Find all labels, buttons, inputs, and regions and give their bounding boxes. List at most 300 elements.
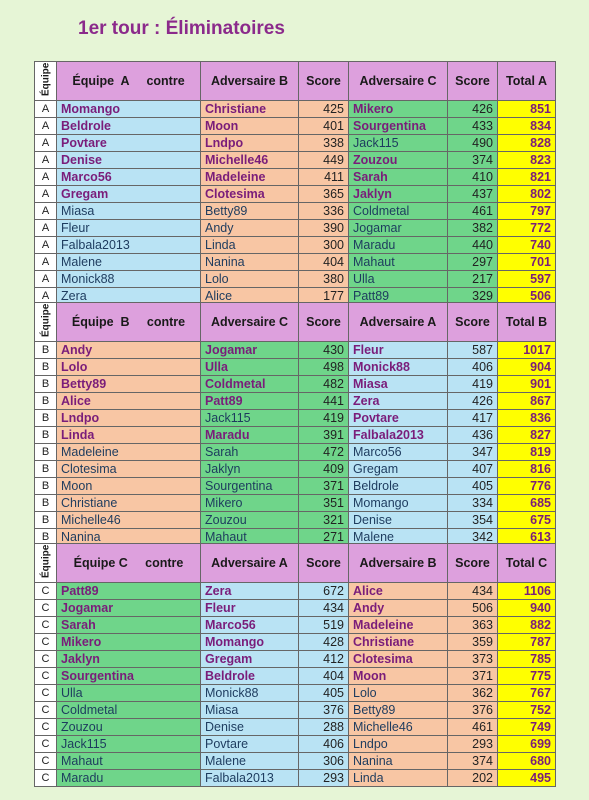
table-row: [35, 342, 556, 359]
opponent-1-cell: Zouzou: [201, 512, 299, 529]
player-cell: Sarah: [57, 617, 201, 634]
team-cell: C: [35, 753, 57, 770]
total-cell: 506: [498, 288, 556, 305]
opponent-2-cell: Zouzou: [349, 152, 448, 169]
score-2-cell: 406: [448, 359, 498, 376]
table-row: [35, 118, 556, 135]
total-cell: 904: [498, 359, 556, 376]
player-cell: Momango: [57, 101, 201, 118]
player-cell: Nanina: [57, 529, 201, 546]
total-cell: 821: [498, 169, 556, 186]
player-cell: Ulla: [57, 685, 201, 702]
score-2-cell: 461: [448, 719, 498, 736]
opponent-1-cell: Christiane: [201, 101, 299, 118]
team-cell: B: [35, 529, 57, 546]
player-cell: Jack115: [57, 736, 201, 753]
team-cell: A: [35, 135, 57, 152]
total-cell: 775: [498, 668, 556, 685]
team-cell: B: [35, 393, 57, 410]
header-team: Équipe B contre: [57, 303, 201, 342]
player-cell: Marco56: [57, 169, 201, 186]
opponent-1-cell: Maradu: [201, 427, 299, 444]
player-cell: Maradu: [57, 770, 201, 787]
opponent-1-cell: Sarah: [201, 444, 299, 461]
table-row: [35, 376, 556, 393]
team-cell: B: [35, 478, 57, 495]
player-cell: Zouzou: [57, 719, 201, 736]
opponent-2-cell: Povtare: [349, 410, 448, 427]
score-2-cell: 407: [448, 461, 498, 478]
total-cell: 1017: [498, 342, 556, 359]
header-team: Équipe A contre: [57, 62, 201, 101]
score-1-cell: 338: [299, 135, 349, 152]
opponent-2-cell: Clotesima: [349, 651, 448, 668]
header-total: Total B: [498, 303, 556, 342]
table-header-row: [35, 303, 556, 342]
total-cell: 772: [498, 220, 556, 237]
score-1-cell: 441: [299, 393, 349, 410]
opponent-2-cell: Andy: [349, 600, 448, 617]
score-1-cell: 430: [299, 342, 349, 359]
opponent-1-cell: Denise: [201, 719, 299, 736]
opponent-1-cell: Marco56: [201, 617, 299, 634]
player-cell: Linda: [57, 427, 201, 444]
score-1-cell: 321: [299, 512, 349, 529]
opponent-1-cell: Alice: [201, 288, 299, 305]
opponent-1-cell: Ulla: [201, 359, 299, 376]
table-row: [35, 685, 556, 702]
opponent-1-cell: Miasa: [201, 702, 299, 719]
opponent-2-cell: Nanina: [349, 753, 448, 770]
opponent-2-cell: Linda: [349, 770, 448, 787]
team-cell: A: [35, 169, 57, 186]
player-cell: Sourgentina: [57, 668, 201, 685]
team-cell: B: [35, 376, 57, 393]
table-row: [35, 135, 556, 152]
table-row: [35, 427, 556, 444]
header-score-1: Score: [299, 303, 349, 342]
total-cell: 834: [498, 118, 556, 135]
opponent-2-cell: Jaklyn: [349, 186, 448, 203]
total-cell: 819: [498, 444, 556, 461]
player-cell: Patt89: [57, 583, 201, 600]
player-cell: Moon: [57, 478, 201, 495]
table-team-c: [34, 543, 556, 787]
opponent-2-cell: Mikero: [349, 101, 448, 118]
team-cell: A: [35, 186, 57, 203]
opponent-1-cell: Nanina: [201, 254, 299, 271]
opponent-1-cell: Malene: [201, 753, 299, 770]
opponent-1-cell: Beldrole: [201, 668, 299, 685]
table-header-row: [35, 62, 556, 101]
score-2-cell: 347: [448, 444, 498, 461]
total-cell: 828: [498, 135, 556, 152]
player-cell: Malene: [57, 254, 201, 271]
opponent-2-cell: Malene: [349, 529, 448, 546]
score-1-cell: 672: [299, 583, 349, 600]
header-team: Équipe C contre: [57, 544, 201, 583]
total-cell: 699: [498, 736, 556, 753]
header-score-2: Score: [448, 303, 498, 342]
opponent-2-cell: Beldrole: [349, 478, 448, 495]
player-cell: Fleur: [57, 220, 201, 237]
score-1-cell: 306: [299, 753, 349, 770]
opponent-1-cell: Sourgentina: [201, 478, 299, 495]
table-row: [35, 702, 556, 719]
table-row: [35, 393, 556, 410]
table-row: [35, 600, 556, 617]
total-cell: 597: [498, 271, 556, 288]
table-row: [35, 271, 556, 288]
opponent-2-cell: Alice: [349, 583, 448, 600]
score-2-cell: 461: [448, 203, 498, 220]
header-opponent-1: Adversaire B: [201, 62, 299, 101]
player-cell: Miasa: [57, 203, 201, 220]
score-2-cell: 506: [448, 600, 498, 617]
score-2-cell: 434: [448, 583, 498, 600]
team-cell: B: [35, 410, 57, 427]
total-cell: 701: [498, 254, 556, 271]
opponent-1-cell: Coldmetal: [201, 376, 299, 393]
total-cell: 787: [498, 634, 556, 651]
player-cell: Gregam: [57, 186, 201, 203]
table-row: [35, 237, 556, 254]
total-cell: 767: [498, 685, 556, 702]
table-row: [35, 220, 556, 237]
table-row: [35, 736, 556, 753]
table-row: [35, 203, 556, 220]
score-2-cell: 433: [448, 118, 498, 135]
total-cell: 613: [498, 529, 556, 546]
opponent-2-cell: Coldmetal: [349, 203, 448, 220]
header-opponent-1: Adversaire C: [201, 303, 299, 342]
opponent-2-cell: Ulla: [349, 271, 448, 288]
table-row: [35, 583, 556, 600]
opponent-1-cell: Momango: [201, 634, 299, 651]
score-2-cell: 363: [448, 617, 498, 634]
table-row: [35, 254, 556, 271]
opponent-1-cell: Zera: [201, 583, 299, 600]
score-1-cell: 425: [299, 101, 349, 118]
header-equipe: Équipe: [35, 303, 57, 342]
player-cell: Michelle46: [57, 512, 201, 529]
total-cell: 749: [498, 719, 556, 736]
team-cell: C: [35, 719, 57, 736]
team-cell: A: [35, 288, 57, 305]
opponent-2-cell: Marco56: [349, 444, 448, 461]
opponent-2-cell: Momango: [349, 495, 448, 512]
table-row: [35, 617, 556, 634]
opponent-2-cell: Madeleine: [349, 617, 448, 634]
header-opponent-1: Adversaire A: [201, 544, 299, 583]
header-score-2: Score: [448, 62, 498, 101]
player-cell: Clotesima: [57, 461, 201, 478]
score-2-cell: 405: [448, 478, 498, 495]
score-2-cell: 329: [448, 288, 498, 305]
score-1-cell: 351: [299, 495, 349, 512]
opponent-1-cell: Fleur: [201, 600, 299, 617]
table-row: [35, 359, 556, 376]
score-2-cell: 342: [448, 529, 498, 546]
score-1-cell: 405: [299, 685, 349, 702]
opponent-1-cell: Andy: [201, 220, 299, 237]
team-cell: A: [35, 203, 57, 220]
opponent-1-cell: Jack115: [201, 410, 299, 427]
score-2-cell: 426: [448, 393, 498, 410]
opponent-2-cell: Denise: [349, 512, 448, 529]
player-cell: Jogamar: [57, 600, 201, 617]
opponent-1-cell: Lndpo: [201, 135, 299, 152]
player-cell: Madeleine: [57, 444, 201, 461]
table-row: [35, 461, 556, 478]
team-cell: C: [35, 702, 57, 719]
team-cell: C: [35, 668, 57, 685]
opponent-2-cell: Christiane: [349, 634, 448, 651]
score-1-cell: 412: [299, 651, 349, 668]
team-cell: A: [35, 118, 57, 135]
score-1-cell: 409: [299, 461, 349, 478]
table-team-b: [34, 302, 556, 546]
header-total: Total A: [498, 62, 556, 101]
player-cell: Mikero: [57, 634, 201, 651]
header-equipe: Équipe: [35, 544, 57, 583]
opponent-1-cell: Monick88: [201, 685, 299, 702]
opponent-1-cell: Madeleine: [201, 169, 299, 186]
total-cell: 776: [498, 478, 556, 495]
table-row: [35, 186, 556, 203]
score-2-cell: 374: [448, 152, 498, 169]
score-1-cell: 271: [299, 529, 349, 546]
table-team-a: [34, 61, 556, 305]
table-row: [35, 478, 556, 495]
player-cell: Betty89: [57, 376, 201, 393]
score-2-cell: 419: [448, 376, 498, 393]
total-cell: 740: [498, 237, 556, 254]
header-opponent-2: Adversaire A: [349, 303, 448, 342]
table-row: [35, 719, 556, 736]
team-cell: C: [35, 736, 57, 753]
player-cell: Falbala2013: [57, 237, 201, 254]
table-row: [35, 512, 556, 529]
opponent-1-cell: Moon: [201, 118, 299, 135]
score-1-cell: 411: [299, 169, 349, 186]
score-1-cell: 498: [299, 359, 349, 376]
team-cell: A: [35, 271, 57, 288]
score-2-cell: 382: [448, 220, 498, 237]
total-cell: 836: [498, 410, 556, 427]
header-opponent-2: Adversaire C: [349, 62, 448, 101]
table-row: [35, 101, 556, 118]
opponent-1-cell: Betty89: [201, 203, 299, 220]
total-cell: 867: [498, 393, 556, 410]
score-1-cell: 401: [299, 118, 349, 135]
opponent-2-cell: Miasa: [349, 376, 448, 393]
table-row: [35, 169, 556, 186]
score-1-cell: 293: [299, 770, 349, 787]
score-1-cell: 336: [299, 203, 349, 220]
score-1-cell: 419: [299, 410, 349, 427]
score-1-cell: 449: [299, 152, 349, 169]
opponent-1-cell: Michelle46: [201, 152, 299, 169]
player-cell: Povtare: [57, 135, 201, 152]
opponent-2-cell: Moon: [349, 668, 448, 685]
player-cell: Monick88: [57, 271, 201, 288]
team-cell: C: [35, 770, 57, 787]
opponent-1-cell: Falbala2013: [201, 770, 299, 787]
score-2-cell: 202: [448, 770, 498, 787]
total-cell: 680: [498, 753, 556, 770]
score-1-cell: 376: [299, 702, 349, 719]
score-2-cell: 362: [448, 685, 498, 702]
score-2-cell: 490: [448, 135, 498, 152]
score-2-cell: 334: [448, 495, 498, 512]
opponent-2-cell: Gregam: [349, 461, 448, 478]
player-cell: Christiane: [57, 495, 201, 512]
opponent-1-cell: Gregam: [201, 651, 299, 668]
opponent-1-cell: Povtare: [201, 736, 299, 753]
total-cell: 851: [498, 101, 556, 118]
opponent-2-cell: Jogamar: [349, 220, 448, 237]
table-row: [35, 651, 556, 668]
table-row: [35, 634, 556, 651]
page-title: 1er tour : Éliminatoires: [78, 18, 285, 39]
table-row: [35, 668, 556, 685]
player-cell: Beldrole: [57, 118, 201, 135]
score-1-cell: 300: [299, 237, 349, 254]
total-cell: 823: [498, 152, 556, 169]
header-score-2: Score: [448, 544, 498, 583]
total-cell: 797: [498, 203, 556, 220]
score-1-cell: 404: [299, 668, 349, 685]
team-cell: C: [35, 617, 57, 634]
score-1-cell: 380: [299, 271, 349, 288]
opponent-2-cell: Patt89: [349, 288, 448, 305]
opponent-2-cell: Maradu: [349, 237, 448, 254]
score-1-cell: 390: [299, 220, 349, 237]
score-1-cell: 288: [299, 719, 349, 736]
team-cell: A: [35, 220, 57, 237]
team-cell: B: [35, 495, 57, 512]
total-cell: 685: [498, 495, 556, 512]
score-1-cell: 428: [299, 634, 349, 651]
score-2-cell: 417: [448, 410, 498, 427]
header-total: Total C: [498, 544, 556, 583]
team-cell: C: [35, 583, 57, 600]
score-2-cell: 440: [448, 237, 498, 254]
team-cell: C: [35, 600, 57, 617]
team-cell: B: [35, 342, 57, 359]
opponent-2-cell: Falbala2013: [349, 427, 448, 444]
total-cell: 816: [498, 461, 556, 478]
opponent-1-cell: Mahaut: [201, 529, 299, 546]
table-row: [35, 444, 556, 461]
score-2-cell: 293: [448, 736, 498, 753]
player-cell: Coldmetal: [57, 702, 201, 719]
table-row: [35, 152, 556, 169]
player-cell: Lndpo: [57, 410, 201, 427]
opponent-2-cell: Michelle46: [349, 719, 448, 736]
total-cell: 1106: [498, 583, 556, 600]
score-1-cell: 472: [299, 444, 349, 461]
player-cell: Lolo: [57, 359, 201, 376]
score-1-cell: 406: [299, 736, 349, 753]
score-1-cell: 371: [299, 478, 349, 495]
score-2-cell: 373: [448, 651, 498, 668]
total-cell: 785: [498, 651, 556, 668]
opponent-1-cell: Jaklyn: [201, 461, 299, 478]
opponent-2-cell: Monick88: [349, 359, 448, 376]
table-row: [35, 770, 556, 787]
team-cell: A: [35, 237, 57, 254]
team-cell: B: [35, 427, 57, 444]
total-cell: 675: [498, 512, 556, 529]
team-cell: C: [35, 634, 57, 651]
total-cell: 901: [498, 376, 556, 393]
score-2-cell: 354: [448, 512, 498, 529]
opponent-1-cell: Jogamar: [201, 342, 299, 359]
team-cell: A: [35, 254, 57, 271]
score-1-cell: 434: [299, 600, 349, 617]
opponent-1-cell: Clotesima: [201, 186, 299, 203]
score-1-cell: 404: [299, 254, 349, 271]
opponent-2-cell: Lndpo: [349, 736, 448, 753]
score-1-cell: 391: [299, 427, 349, 444]
table-row: [35, 410, 556, 427]
opponent-2-cell: Sarah: [349, 169, 448, 186]
total-cell: 752: [498, 702, 556, 719]
player-cell: Jaklyn: [57, 651, 201, 668]
score-1-cell: 177: [299, 288, 349, 305]
opponent-2-cell: Betty89: [349, 702, 448, 719]
table-header-row: [35, 544, 556, 583]
score-2-cell: 410: [448, 169, 498, 186]
player-cell: Mahaut: [57, 753, 201, 770]
total-cell: 495: [498, 770, 556, 787]
header-score-1: Score: [299, 544, 349, 583]
total-cell: 802: [498, 186, 556, 203]
score-2-cell: 436: [448, 427, 498, 444]
player-cell: Zera: [57, 288, 201, 305]
opponent-1-cell: Lolo: [201, 271, 299, 288]
score-2-cell: 217: [448, 271, 498, 288]
opponent-1-cell: Patt89: [201, 393, 299, 410]
score-2-cell: 371: [448, 668, 498, 685]
team-cell: B: [35, 444, 57, 461]
score-2-cell: 297: [448, 254, 498, 271]
team-cell: C: [35, 651, 57, 668]
score-1-cell: 365: [299, 186, 349, 203]
team-cell: C: [35, 685, 57, 702]
opponent-2-cell: Lolo: [349, 685, 448, 702]
opponent-2-cell: Mahaut: [349, 254, 448, 271]
opponent-2-cell: Zera: [349, 393, 448, 410]
total-cell: 940: [498, 600, 556, 617]
score-1-cell: 519: [299, 617, 349, 634]
team-cell: A: [35, 101, 57, 118]
total-cell: 827: [498, 427, 556, 444]
table-row: [35, 753, 556, 770]
team-cell: A: [35, 152, 57, 169]
total-cell: 882: [498, 617, 556, 634]
team-cell: B: [35, 359, 57, 376]
team-cell: B: [35, 512, 57, 529]
opponent-2-cell: Jack115: [349, 135, 448, 152]
player-cell: Andy: [57, 342, 201, 359]
table-row: [35, 495, 556, 512]
opponent-1-cell: Mikero: [201, 495, 299, 512]
score-2-cell: 587: [448, 342, 498, 359]
opponent-2-cell: Fleur: [349, 342, 448, 359]
